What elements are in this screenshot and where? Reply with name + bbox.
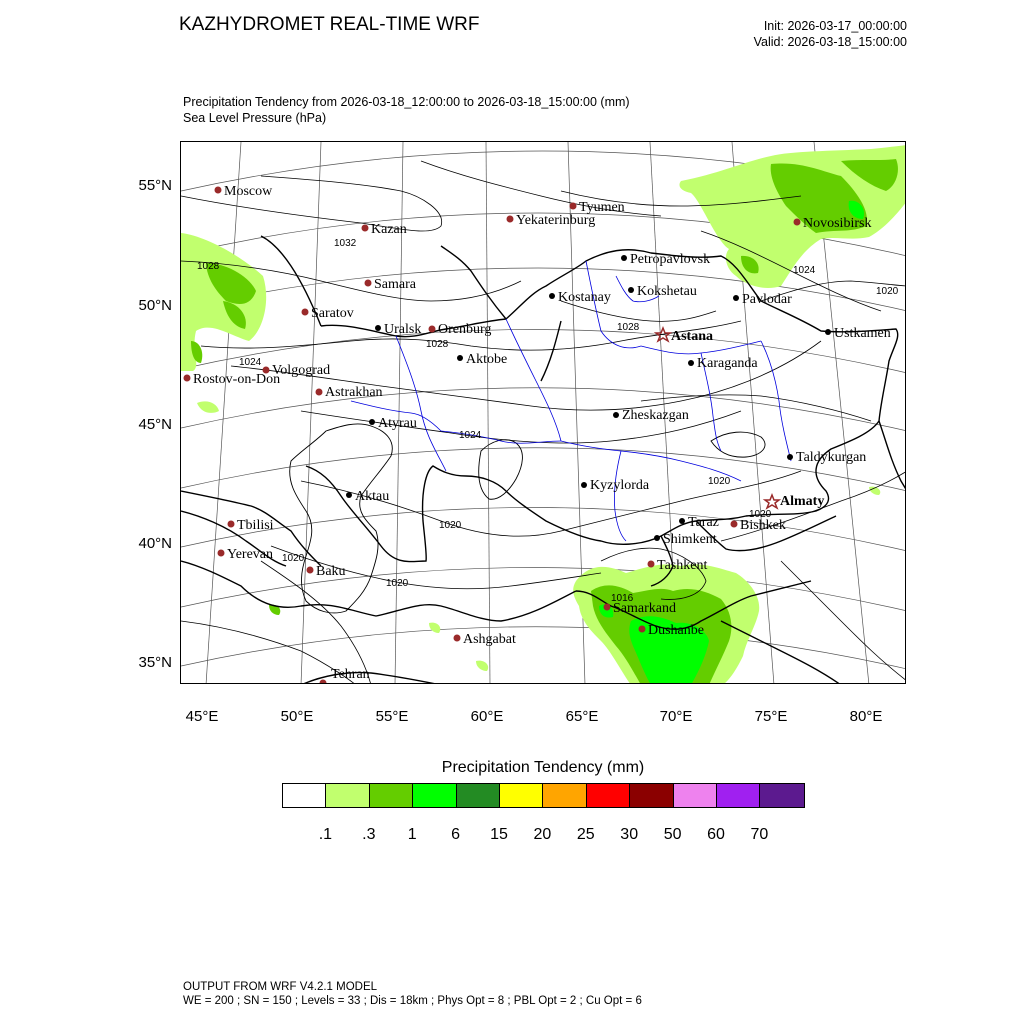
city-marker [733, 292, 792, 307]
city-label: Orenburg [438, 322, 492, 337]
city-label: Aktobe [466, 352, 508, 367]
model-info-line-2: WE = 200 ; SN = 150 ; Levels = 33 ; Dis = 18km ; Phys Opt = 8 ; PBL Opt = 2 ; Cu Opt = 6 [183, 995, 642, 1007]
city-marker [639, 623, 705, 638]
city-label: Bishkek [740, 518, 786, 533]
city-label: Kostanay [558, 290, 611, 305]
city-label: Baku [316, 564, 346, 579]
lat-label: 40°N [138, 535, 172, 552]
lon-label: 80°E [849, 708, 883, 725]
isobar-label: 1024 [239, 357, 262, 368]
lon-label: 60°E [470, 708, 504, 725]
city-label: Volgograd [272, 363, 331, 378]
legend-tick-label: 1 [407, 826, 417, 843]
city-marker [307, 564, 346, 579]
city-label: Samara [374, 277, 416, 292]
city-marker [613, 408, 689, 423]
legend-tick-label: 25 [576, 826, 595, 843]
legend-tick-label: 20 [533, 826, 552, 843]
legend-swatch [413, 784, 456, 807]
city-label: Zheskazgan [622, 408, 689, 423]
isobar-label: 1024 [793, 265, 816, 276]
isobar-label: 1020 [708, 476, 731, 487]
city-marker [581, 478, 650, 493]
legend-swatch [674, 784, 717, 807]
city-label: Ashgabat [463, 632, 516, 647]
isobar-label: 1016 [611, 593, 634, 604]
isobar-label: 1020 [439, 520, 462, 531]
city-label: Moscow [224, 184, 273, 199]
city-label: Saratov [311, 306, 354, 321]
city-label: Ustkamen [834, 326, 891, 341]
city-label: Tbilisi [237, 518, 274, 533]
city-label: Shimkent [663, 532, 717, 547]
city-label: Tashkent [657, 558, 708, 573]
city-label: Dushanbe [648, 623, 704, 638]
isobar-label: 1020 [876, 286, 899, 297]
city-marker [794, 216, 872, 231]
city-marker [429, 322, 492, 337]
city-label: Novosibirsk [803, 216, 872, 231]
capital-marker [765, 494, 824, 509]
field-title-precip: Precipitation Tendency from 2026-03-18_12:00:00 to 2026-03-18_15:00:00 (mm) [183, 95, 630, 109]
city-marker [316, 385, 383, 400]
city-label: Petropavlovsk [630, 252, 711, 267]
lon-label: 45°E [185, 708, 219, 725]
isobar-label: 1020 [282, 553, 305, 564]
city-marker [731, 518, 786, 533]
page-title: KAZHYDROMET REAL-TIME WRF [179, 14, 480, 35]
legend-title: Precipitation Tendency (mm) [441, 759, 645, 776]
city-marker [215, 184, 274, 199]
lon-label: 70°E [659, 708, 693, 725]
capital-label: Almaty [780, 494, 825, 509]
city-label: Kokshetau [637, 284, 697, 299]
lat-label: 45°N [138, 416, 172, 433]
city-marker [369, 416, 417, 431]
lat-label: 35°N [138, 654, 172, 671]
city-marker [549, 290, 611, 305]
city-label: Astrakhan [325, 385, 383, 400]
legend-tick-label: 70 [750, 826, 769, 843]
city-marker [679, 515, 719, 530]
legend-swatch [587, 784, 630, 807]
city-marker [654, 532, 717, 547]
city-label: Taraz [688, 515, 719, 530]
lon-label: 65°E [565, 708, 599, 725]
city-marker [218, 547, 274, 562]
city-label: Atyrau [378, 416, 417, 431]
legend-swatch [630, 784, 673, 807]
city-marker [457, 352, 507, 367]
lon-label: 50°E [280, 708, 314, 725]
isobar-label: 1032 [334, 238, 357, 249]
lon-label: 75°E [754, 708, 788, 725]
legend-swatch [370, 784, 413, 807]
legend-swatch [326, 784, 369, 807]
legend-colorbar [282, 783, 805, 808]
legend-swatch [760, 784, 803, 807]
city-label: Uralsk [384, 322, 422, 337]
legend-tick-label: 50 [663, 826, 682, 843]
city-label: Karaganda [697, 356, 758, 371]
model-info-line-1: OUTPUT FROM WRF V4.2.1 MODEL [183, 981, 378, 993]
isobar-label: 1028 [426, 339, 449, 350]
city-marker [365, 277, 417, 292]
city-marker [688, 356, 758, 371]
isobar-label: 1020 [749, 509, 772, 520]
isobar-label: 1028 [197, 261, 220, 272]
city-marker [621, 252, 710, 267]
capital-label: Astana [671, 329, 714, 344]
city-label: Rostov-on-Don [193, 372, 281, 387]
city-label: Kazan [371, 222, 407, 237]
legend-swatch [543, 784, 586, 807]
city-label: Yekaterinburg [516, 213, 596, 228]
lat-label: 50°N [138, 297, 172, 314]
capital-marker [656, 328, 713, 344]
city-label: Yerevan [227, 547, 274, 562]
city-marker [302, 306, 354, 321]
map-canvas [181, 142, 906, 684]
legend-tick-label: 60 [707, 826, 725, 843]
city-marker [454, 632, 516, 647]
legend-tick-label: .1 [318, 826, 333, 843]
city-label: Taldykurgan [796, 450, 867, 465]
field-title-slp: Sea Level Pressure (hPa) [183, 111, 327, 125]
valid-time: Valid: 2026-03-18_15:00:00 [753, 35, 907, 49]
city-label: Samarkand [613, 601, 676, 616]
city-marker [184, 372, 281, 387]
city-label: Tehran [331, 667, 370, 682]
city-marker [604, 601, 676, 616]
city-marker [507, 213, 596, 228]
lon-label: 55°E [375, 708, 409, 725]
city-label: Tyumen [579, 200, 625, 215]
isobar-label: 1024 [459, 430, 482, 441]
legend-tick-label: 30 [620, 826, 639, 843]
star-icon [765, 495, 779, 508]
city-marker [787, 450, 866, 465]
city-marker [346, 489, 389, 504]
city-marker [375, 322, 421, 337]
city-label: Kyzylorda [590, 478, 650, 493]
city-label: Aktau [355, 489, 390, 504]
city-label: Pavlodar [742, 292, 792, 307]
city-marker [648, 558, 708, 573]
legend-swatch [457, 784, 500, 807]
legend-tick-label: 6 [451, 826, 461, 843]
legend-tick-label: .3 [362, 826, 376, 843]
city-marker [228, 518, 274, 533]
lat-label: 55°N [138, 177, 172, 194]
isobar-label: 1020 [386, 578, 409, 589]
city-marker [825, 326, 891, 341]
isobar-labels [197, 238, 899, 604]
map-panel[interactable] [180, 141, 906, 684]
init-time: Init: 2026-03-17_00:00:00 [763, 19, 907, 33]
isobar-label: 1028 [617, 322, 640, 333]
city-marker [628, 284, 697, 299]
legend-tick-label: 15 [490, 826, 508, 843]
legend-swatch [717, 784, 760, 807]
legend-swatch [283, 784, 326, 807]
legend-swatch [500, 784, 543, 807]
